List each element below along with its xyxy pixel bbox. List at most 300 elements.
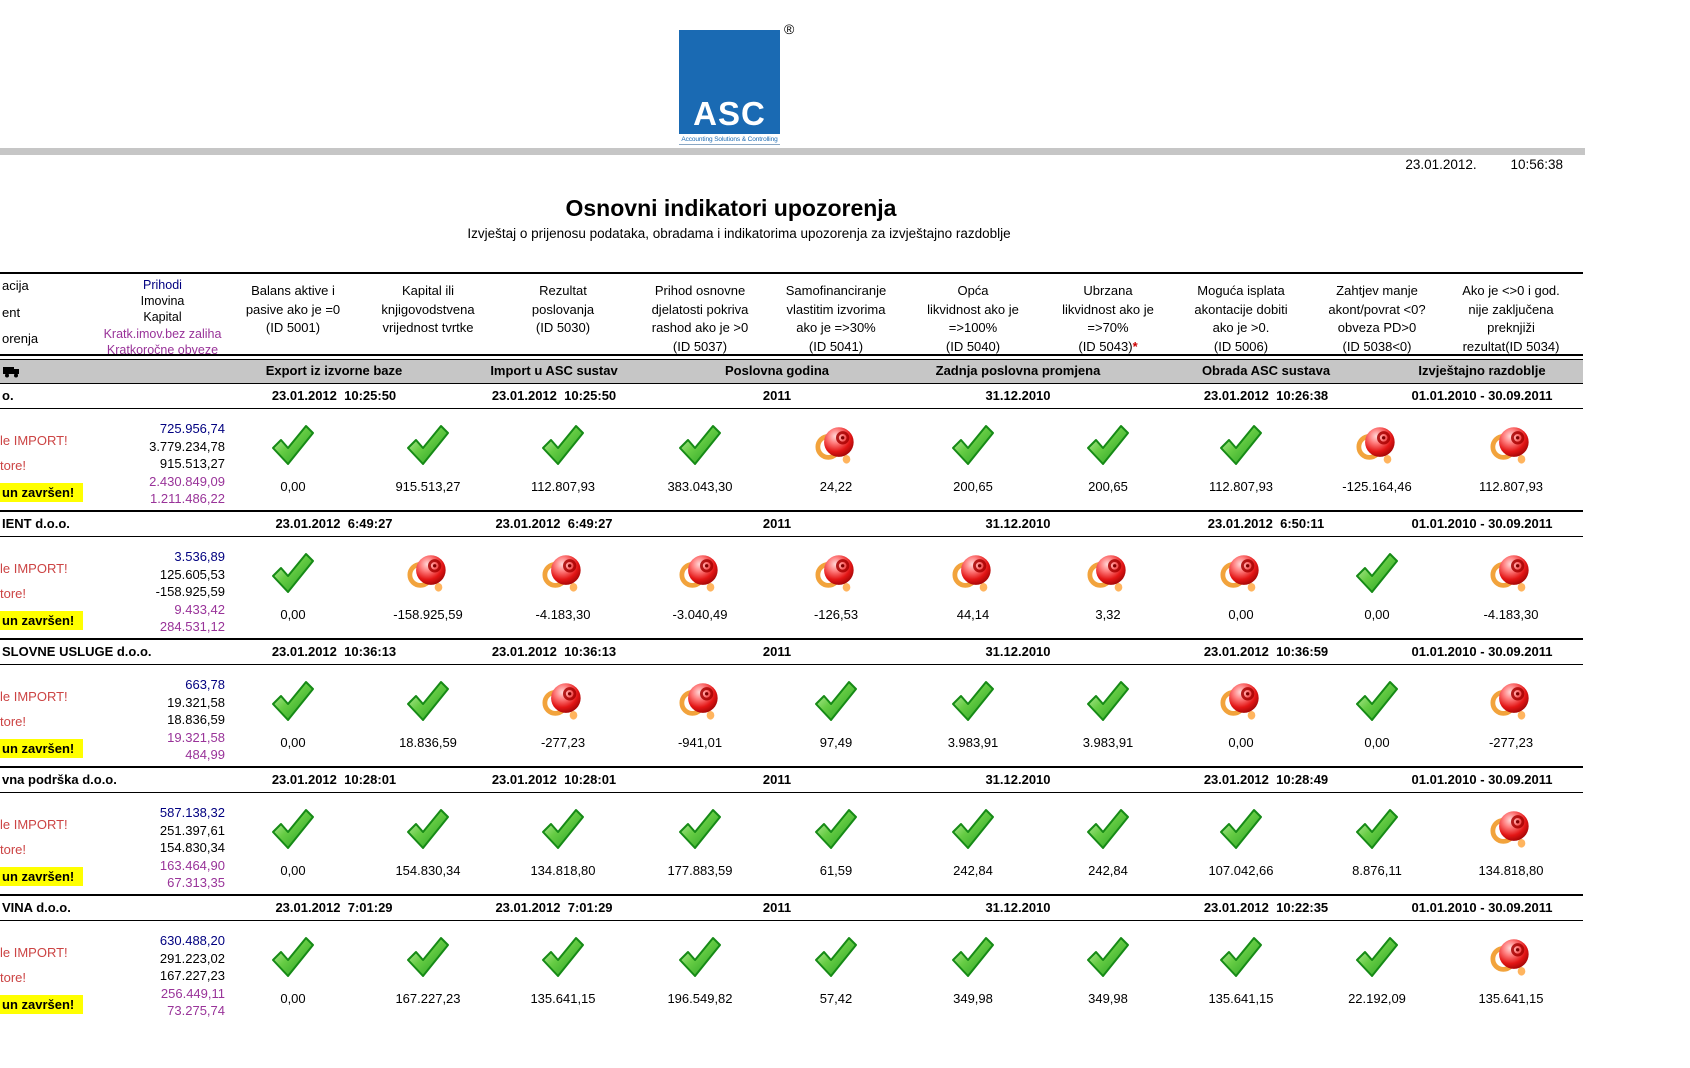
alarm-bell-icon bbox=[630, 679, 770, 721]
required-asterisk: * bbox=[1132, 338, 1138, 354]
alarm-bell-icon bbox=[1441, 423, 1581, 465]
alarm-bell-icon bbox=[630, 551, 770, 593]
page-title: Osnovni indikatori upozorenja bbox=[565, 195, 897, 221]
indicator-header-line: Rezultat bbox=[539, 283, 587, 298]
indicator-header-line: preknjiži bbox=[1487, 320, 1535, 335]
figure-value: 484,99 bbox=[185, 747, 225, 763]
check-icon bbox=[1307, 807, 1447, 851]
indicator-cell bbox=[903, 921, 1043, 1021]
indicator-header-line: (ID 5037) bbox=[672, 338, 728, 354]
check-icon bbox=[1038, 679, 1178, 723]
figure-value: 251.397,61 bbox=[159, 822, 225, 838]
company-data-row bbox=[0, 665, 1583, 766]
period-value: 2011 bbox=[762, 772, 792, 787]
figure-value: -158.925,59 bbox=[155, 584, 225, 600]
indicator-cell bbox=[493, 921, 633, 1021]
indicator-cell bbox=[223, 409, 363, 509]
check-icon bbox=[1038, 423, 1178, 467]
check-icon bbox=[493, 935, 633, 979]
check-icon bbox=[903, 935, 1043, 979]
indicator-cell bbox=[1307, 537, 1447, 637]
check-icon bbox=[223, 807, 363, 851]
indicator-header-line: (ID 5040) bbox=[945, 338, 1001, 354]
indicator-header-line: rashod ako je >0 bbox=[651, 320, 749, 335]
period-value: 2011 bbox=[762, 644, 792, 659]
indicator-header-line: (ID 5001) bbox=[265, 320, 321, 335]
indicator-header-line: ako je >0. bbox=[1212, 320, 1270, 335]
period-value: 31.12.2010 bbox=[985, 388, 1051, 403]
indicator-value: 112.807,93 bbox=[530, 479, 596, 494]
indicator-cell bbox=[630, 793, 770, 893]
indicator-column-header bbox=[1166, 282, 1316, 356]
indicator-header-line: vlastitim izvorima bbox=[786, 301, 886, 317]
indicator-cell bbox=[493, 665, 633, 765]
indicator-value: 196.549,82 bbox=[667, 991, 733, 1006]
status-label: tore! bbox=[0, 586, 27, 601]
check-icon bbox=[1038, 935, 1178, 979]
check-icon bbox=[358, 935, 498, 979]
check-icon bbox=[358, 807, 498, 851]
indicator-cell bbox=[766, 921, 906, 1021]
indicator-header-line: Prihod osnovne bbox=[654, 283, 746, 298]
left-header-line: ent bbox=[2, 305, 21, 320]
indicator-value: 0,00 bbox=[1228, 735, 1254, 750]
alarm-bell-icon bbox=[1038, 551, 1178, 593]
indicator-header-line: Samofinanciranje bbox=[785, 283, 887, 298]
indicator-value: 0,00 bbox=[280, 607, 306, 622]
indicator-cell bbox=[358, 665, 498, 765]
indicator-header-line: nije zaključena bbox=[1468, 301, 1554, 317]
status-label: un završen! bbox=[0, 867, 83, 886]
figure-value: 663,78 bbox=[185, 677, 225, 692]
period-value: 23.01.2012 7:01:29 bbox=[495, 900, 613, 915]
check-icon bbox=[1307, 679, 1447, 723]
indicator-header-line: (ID 5041) bbox=[808, 338, 864, 354]
indicator-cell bbox=[903, 537, 1043, 637]
indicator-cell bbox=[1307, 793, 1447, 893]
page-subtitle: Izvještaj o prijenosu podataka, obradama i indikatorima upozorenja za izvještajno razdoblje bbox=[467, 226, 1011, 241]
status-label: tore! bbox=[0, 458, 27, 473]
report-datetime bbox=[0, 157, 1563, 172]
indicator-value: 8.876,11 bbox=[1352, 863, 1402, 878]
indicator-cell bbox=[630, 409, 770, 509]
indicator-cell bbox=[1038, 921, 1178, 1021]
indicator-value: -941,01 bbox=[677, 735, 723, 750]
indicator-cell bbox=[766, 537, 906, 637]
indicator-value: 135.641,15 bbox=[1478, 991, 1544, 1006]
figure-value: 587.138,32 bbox=[159, 805, 225, 820]
asc-logo bbox=[679, 21, 795, 145]
indicator-cell bbox=[903, 665, 1043, 765]
indicator-column-header bbox=[898, 282, 1048, 356]
indicator-cell bbox=[358, 793, 498, 893]
company-data-row bbox=[0, 793, 1583, 894]
indicator-header-line: Kapital ili bbox=[401, 283, 455, 298]
truck-icon bbox=[3, 365, 21, 383]
company-header-row bbox=[0, 384, 1583, 409]
check-icon bbox=[1307, 551, 1447, 595]
metrics-header-line: Prihodi bbox=[143, 278, 182, 292]
indicator-value: 242,84 bbox=[1088, 863, 1128, 878]
indicator-header-line: Ubrzana bbox=[1083, 283, 1133, 298]
period-value: 2011 bbox=[762, 516, 792, 531]
indicator-header-line: likvidnost ako je bbox=[1062, 301, 1154, 317]
period-value: 23.01.2012 6:49:27 bbox=[275, 516, 393, 531]
indicator-header-line: Moguća isplata bbox=[1197, 283, 1285, 298]
indicator-column-header bbox=[1302, 282, 1452, 356]
indicator-cell bbox=[493, 537, 633, 637]
indicator-cell bbox=[1307, 409, 1447, 509]
period-value: 01.01.2010 - 30.09.2011 bbox=[1411, 644, 1553, 659]
indicator-cell bbox=[358, 409, 498, 509]
indicator-cell bbox=[1038, 793, 1178, 893]
check-icon bbox=[358, 679, 498, 723]
divider-bar bbox=[0, 148, 1585, 155]
indicator-column-header bbox=[218, 282, 368, 338]
period-value: 23.01.2012 7:01:29 bbox=[275, 900, 393, 915]
indicator-cell bbox=[1307, 665, 1447, 765]
indicator-value: 915.513,27 bbox=[395, 479, 461, 494]
balance-figures bbox=[0, 420, 225, 508]
indicator-value: 0,00 bbox=[280, 863, 306, 878]
indicator-value: 0,00 bbox=[280, 735, 306, 750]
check-icon bbox=[223, 423, 363, 467]
indicator-cell bbox=[1171, 665, 1311, 765]
indicator-value: 22.192,09 bbox=[1348, 991, 1406, 1006]
alarm-bell-icon bbox=[1441, 679, 1581, 721]
band-section-label: Import u ASC sustav bbox=[490, 363, 618, 378]
indicator-value: 0,00 bbox=[1228, 607, 1254, 622]
check-icon bbox=[1171, 935, 1311, 979]
status-label: le IMPORT! bbox=[0, 561, 68, 576]
indicators-report-table bbox=[0, 272, 1583, 1022]
indicator-header-line: knjigovodstvena bbox=[381, 301, 475, 317]
indicator-value: 135.641,15 bbox=[1208, 991, 1274, 1006]
indicator-value: 3.983,91 bbox=[947, 735, 999, 750]
indicator-cell bbox=[766, 409, 906, 509]
indicator-value: 167.227,23 bbox=[395, 991, 461, 1006]
indicator-value: -158.925,59 bbox=[393, 607, 463, 622]
metrics-header bbox=[95, 277, 230, 358]
asc-logo-subtitle: Accounting Solutions & Controlling bbox=[679, 134, 780, 145]
check-icon bbox=[630, 423, 770, 467]
figure-value: 256.449,11 bbox=[160, 985, 225, 1001]
left-header-line: orenja bbox=[2, 331, 39, 346]
figure-value: 163.464,90 bbox=[159, 857, 225, 873]
period-value: 23.01.2012 10:22:35 bbox=[1203, 900, 1329, 915]
indicator-cell bbox=[223, 921, 363, 1021]
indicator-cell bbox=[358, 537, 498, 637]
company-block bbox=[0, 766, 1583, 894]
indicator-cell bbox=[903, 409, 1043, 509]
balance-figures bbox=[0, 804, 225, 892]
indicator-header-line bbox=[1033, 338, 1183, 357]
company-block bbox=[0, 894, 1583, 1022]
period-value: 23.01.2012 10:25:50 bbox=[491, 388, 617, 403]
period-value: 2011 bbox=[762, 388, 792, 403]
period-value: 23.01.2012 6:50:11 bbox=[1207, 516, 1325, 531]
company-header-row bbox=[0, 768, 1583, 793]
indicator-value: 0,00 bbox=[1364, 607, 1390, 622]
indicator-cell bbox=[766, 665, 906, 765]
figure-value: 3.536,89 bbox=[174, 549, 225, 564]
period-value: 31.12.2010 bbox=[985, 900, 1051, 915]
indicator-value: 97,49 bbox=[819, 735, 853, 750]
indicator-header-line: Balans aktive i bbox=[251, 283, 335, 298]
company-block bbox=[0, 638, 1583, 766]
report-date: 23.01.2012. bbox=[1405, 157, 1477, 172]
period-value: 23.01.2012 10:28:01 bbox=[491, 772, 617, 787]
indicator-cell bbox=[1171, 537, 1311, 637]
indicator-cell bbox=[1038, 537, 1178, 637]
check-icon bbox=[358, 423, 498, 467]
indicator-cell bbox=[223, 665, 363, 765]
indicator-value: -4.183,30 bbox=[1483, 607, 1539, 622]
check-icon bbox=[903, 807, 1043, 851]
indicator-header-line: Ako je <>0 i god. bbox=[1462, 283, 1560, 298]
indicator-cell bbox=[630, 665, 770, 765]
status-label: tore! bbox=[0, 970, 27, 985]
indicator-value: 44,14 bbox=[956, 607, 990, 622]
period-value: 23.01.2012 10:28:49 bbox=[1203, 772, 1329, 787]
company-block bbox=[0, 384, 1583, 510]
figure-value: 167.227,23 bbox=[159, 968, 225, 984]
check-icon bbox=[903, 679, 1043, 723]
indicator-cell bbox=[630, 537, 770, 637]
indicator-cell bbox=[223, 537, 363, 637]
indicator-cell bbox=[1171, 793, 1311, 893]
band-section-label: Poslovna godina bbox=[724, 363, 829, 378]
figure-value: 19.321,58 bbox=[167, 729, 225, 745]
check-icon bbox=[766, 679, 906, 723]
registered-trademark-symbol: ® bbox=[784, 21, 795, 37]
indicator-value: 200,65 bbox=[1088, 479, 1128, 494]
indicator-header-line: Opća bbox=[957, 283, 989, 298]
figure-value: 1.211.486,22 bbox=[150, 491, 225, 507]
status-label: le IMPORT! bbox=[0, 817, 68, 832]
period-value: 23.01.2012 10:28:01 bbox=[271, 772, 397, 787]
period-value: 31.12.2010 bbox=[985, 772, 1051, 787]
indicator-header-line: =>100% bbox=[948, 320, 998, 335]
indicator-value: 107.042,66 bbox=[1208, 863, 1274, 878]
period-value: 01.01.2010 - 30.09.2011 bbox=[1411, 900, 1553, 915]
indicator-column-header bbox=[1033, 282, 1183, 356]
indicator-header-line: akont/povrat <0? bbox=[1328, 301, 1426, 317]
indicator-column-header bbox=[625, 282, 775, 356]
indicator-cell bbox=[1038, 409, 1178, 509]
indicator-header-line: djelatosti pokriva bbox=[651, 301, 749, 317]
alarm-bell-icon bbox=[493, 551, 633, 593]
indicator-value: 112.807,93 bbox=[1208, 479, 1274, 494]
figure-value: 73.275,74 bbox=[167, 1003, 225, 1019]
indicator-value: -277,23 bbox=[1488, 735, 1534, 750]
indicator-header-line: rezultat(ID 5034) bbox=[1462, 338, 1560, 354]
company-header-row bbox=[0, 512, 1583, 537]
alarm-bell-icon bbox=[1171, 551, 1311, 593]
indicator-header-line-text: (ID 5043) bbox=[1078, 338, 1133, 354]
band-section-label: Export iz izvorne baze bbox=[265, 363, 403, 378]
indicator-value: 61,59 bbox=[819, 863, 853, 878]
status-label: un završen! bbox=[0, 611, 83, 630]
company-block bbox=[0, 510, 1583, 638]
check-icon bbox=[1307, 935, 1447, 979]
indicator-cell bbox=[358, 921, 498, 1021]
indicator-header-line: poslovanja bbox=[531, 301, 595, 317]
period-value: 23.01.2012 10:36:13 bbox=[491, 644, 617, 659]
indicator-value: 134.818,80 bbox=[1478, 863, 1544, 878]
indicator-header-line: pasive ako je =0 bbox=[245, 301, 341, 317]
indicator-header-line: likvidnost ako je bbox=[927, 301, 1019, 317]
period-value: 23.01.2012 6:49:27 bbox=[495, 516, 613, 531]
company-data-row bbox=[0, 921, 1583, 1022]
status-label: tore! bbox=[0, 842, 27, 857]
indicator-cell bbox=[1307, 921, 1447, 1021]
indicator-cell bbox=[223, 793, 363, 893]
period-value: 01.01.2010 - 30.09.2011 bbox=[1411, 516, 1553, 531]
company-header-row bbox=[0, 896, 1583, 921]
alarm-bell-icon bbox=[766, 551, 906, 593]
company-name: VINA d.o.o. bbox=[2, 900, 71, 915]
figure-value: 154.830,34 bbox=[159, 840, 225, 856]
figure-value: 3.779.234,78 bbox=[149, 438, 225, 454]
figure-value: 125.605,53 bbox=[159, 566, 225, 582]
status-label: un završen! bbox=[0, 995, 83, 1014]
indicator-value: -277,23 bbox=[540, 735, 586, 750]
figure-value: 9.433,42 bbox=[174, 601, 225, 617]
figure-value: 19.321,58 bbox=[167, 694, 225, 710]
indicator-cell bbox=[493, 793, 633, 893]
check-icon bbox=[493, 423, 633, 467]
indicator-value: 135.641,15 bbox=[530, 991, 596, 1006]
indicator-column-header bbox=[761, 282, 911, 356]
indicator-value: -125.164,46 bbox=[1342, 479, 1412, 494]
indicator-value: 134.818,80 bbox=[530, 863, 596, 878]
indicator-header-line: ako je =>30% bbox=[796, 320, 876, 335]
indicator-cell bbox=[493, 409, 633, 509]
figure-value: 915.513,27 bbox=[159, 456, 225, 472]
indicator-header-line: akontacije dobiti bbox=[1194, 301, 1288, 317]
figure-value: 630.488,20 bbox=[159, 933, 225, 948]
phase-band bbox=[0, 360, 1583, 384]
company-data-row bbox=[0, 537, 1583, 638]
alarm-bell-icon bbox=[358, 551, 498, 593]
alarm-bell-icon bbox=[766, 423, 906, 465]
indicator-column-header bbox=[353, 282, 503, 338]
indicator-header-line: (ID 5038<0) bbox=[1342, 338, 1412, 354]
company-name: SLOVNE USLUGE d.o.o. bbox=[2, 644, 152, 659]
status-label: le IMPORT! bbox=[0, 433, 68, 448]
indicator-header-line: =>70% bbox=[1087, 320, 1129, 335]
left-header-line: acija bbox=[2, 278, 29, 293]
indicator-value: 24,22 bbox=[819, 479, 853, 494]
indicator-value: 200,65 bbox=[953, 479, 993, 494]
company-name: o. bbox=[2, 388, 14, 403]
figure-value: 67.313,35 bbox=[167, 875, 225, 891]
indicator-value: 57,42 bbox=[819, 991, 853, 1006]
indicator-header-line: (ID 5030) bbox=[535, 320, 591, 335]
indicator-cell bbox=[1171, 921, 1311, 1021]
indicator-value: 18.836,59 bbox=[399, 735, 457, 750]
indicator-cell bbox=[1441, 921, 1581, 1021]
check-icon bbox=[630, 807, 770, 851]
balance-figures bbox=[0, 548, 225, 636]
period-value: 23.01.2012 10:36:59 bbox=[1203, 644, 1329, 659]
alarm-bell-icon bbox=[1441, 807, 1581, 849]
company-name: vna podrška d.o.o. bbox=[2, 772, 117, 787]
indicator-value: 383.043,30 bbox=[667, 479, 733, 494]
check-icon bbox=[1038, 807, 1178, 851]
check-icon bbox=[903, 423, 1043, 467]
metrics-header-line: Kapital bbox=[143, 310, 182, 325]
period-value: 23.01.2012 10:26:38 bbox=[1203, 388, 1329, 403]
company-name: IENT d.o.o. bbox=[2, 516, 70, 531]
indicator-value: 154.830,34 bbox=[395, 863, 461, 878]
indicator-header-line: (ID 5006) bbox=[1213, 338, 1269, 354]
band-section-label: Obrada ASC sustava bbox=[1201, 363, 1331, 378]
period-value: 31.12.2010 bbox=[985, 516, 1051, 531]
indicator-value: 0,00 bbox=[280, 991, 306, 1006]
period-value: 01.01.2010 - 30.09.2011 bbox=[1411, 388, 1553, 403]
indicator-value: 349,98 bbox=[953, 991, 993, 1006]
status-label: un završen! bbox=[0, 483, 83, 502]
figure-value: 18.836,59 bbox=[167, 712, 225, 728]
band-section-label: Izvještajno razdoblje bbox=[1418, 363, 1546, 378]
indicator-value: 177.883,59 bbox=[667, 863, 733, 878]
status-label: un završen! bbox=[0, 739, 83, 758]
indicator-column-header bbox=[488, 282, 638, 338]
metrics-header-line: Imovina bbox=[140, 294, 185, 309]
check-icon bbox=[223, 551, 363, 595]
indicator-value: -3.040,49 bbox=[672, 607, 728, 622]
check-icon bbox=[493, 807, 633, 851]
indicator-value: -126,53 bbox=[813, 607, 859, 622]
alarm-bell-icon bbox=[1441, 551, 1581, 593]
indicator-cell bbox=[1441, 537, 1581, 637]
asc-logo-square bbox=[679, 21, 795, 134]
figure-value: 725.956,74 bbox=[159, 421, 225, 436]
indicator-cell bbox=[1171, 409, 1311, 509]
indicator-header-line: vrijednost tvrtke bbox=[382, 320, 474, 335]
indicator-cell bbox=[1441, 409, 1581, 509]
figure-value: 291.223,02 bbox=[159, 950, 225, 966]
period-value: 23.01.2012 10:36:13 bbox=[271, 644, 397, 659]
indicator-header-line: obveza PD>0 bbox=[1337, 320, 1417, 335]
alarm-bell-icon bbox=[493, 679, 633, 721]
period-value: 01.01.2010 - 30.09.2011 bbox=[1411, 772, 1553, 787]
check-icon bbox=[630, 935, 770, 979]
indicator-cell bbox=[1441, 665, 1581, 765]
status-label: tore! bbox=[0, 714, 27, 729]
band-section-label: Zadnja poslovna promjena bbox=[935, 363, 1101, 378]
indicator-cell bbox=[903, 793, 1043, 893]
indicator-cell bbox=[630, 921, 770, 1021]
alarm-bell-icon bbox=[903, 551, 1043, 593]
alarm-bell-icon bbox=[1171, 679, 1311, 721]
indicator-cell bbox=[1038, 665, 1178, 765]
indicator-value: 3,32 bbox=[1095, 607, 1121, 622]
figure-value: 284.531,12 bbox=[159, 619, 225, 635]
check-icon bbox=[223, 679, 363, 723]
indicator-value: 112.807,93 bbox=[1478, 479, 1544, 494]
metrics-header-line: Kratk.imov.bez zaliha bbox=[103, 326, 222, 341]
check-icon bbox=[1171, 807, 1311, 851]
indicator-cell bbox=[1441, 793, 1581, 893]
table-header bbox=[0, 272, 1583, 357]
check-icon bbox=[766, 935, 906, 979]
balance-figures bbox=[0, 676, 225, 764]
indicator-value: -4.183,30 bbox=[535, 607, 591, 622]
period-value: 23.01.2012 10:25:50 bbox=[271, 388, 397, 403]
